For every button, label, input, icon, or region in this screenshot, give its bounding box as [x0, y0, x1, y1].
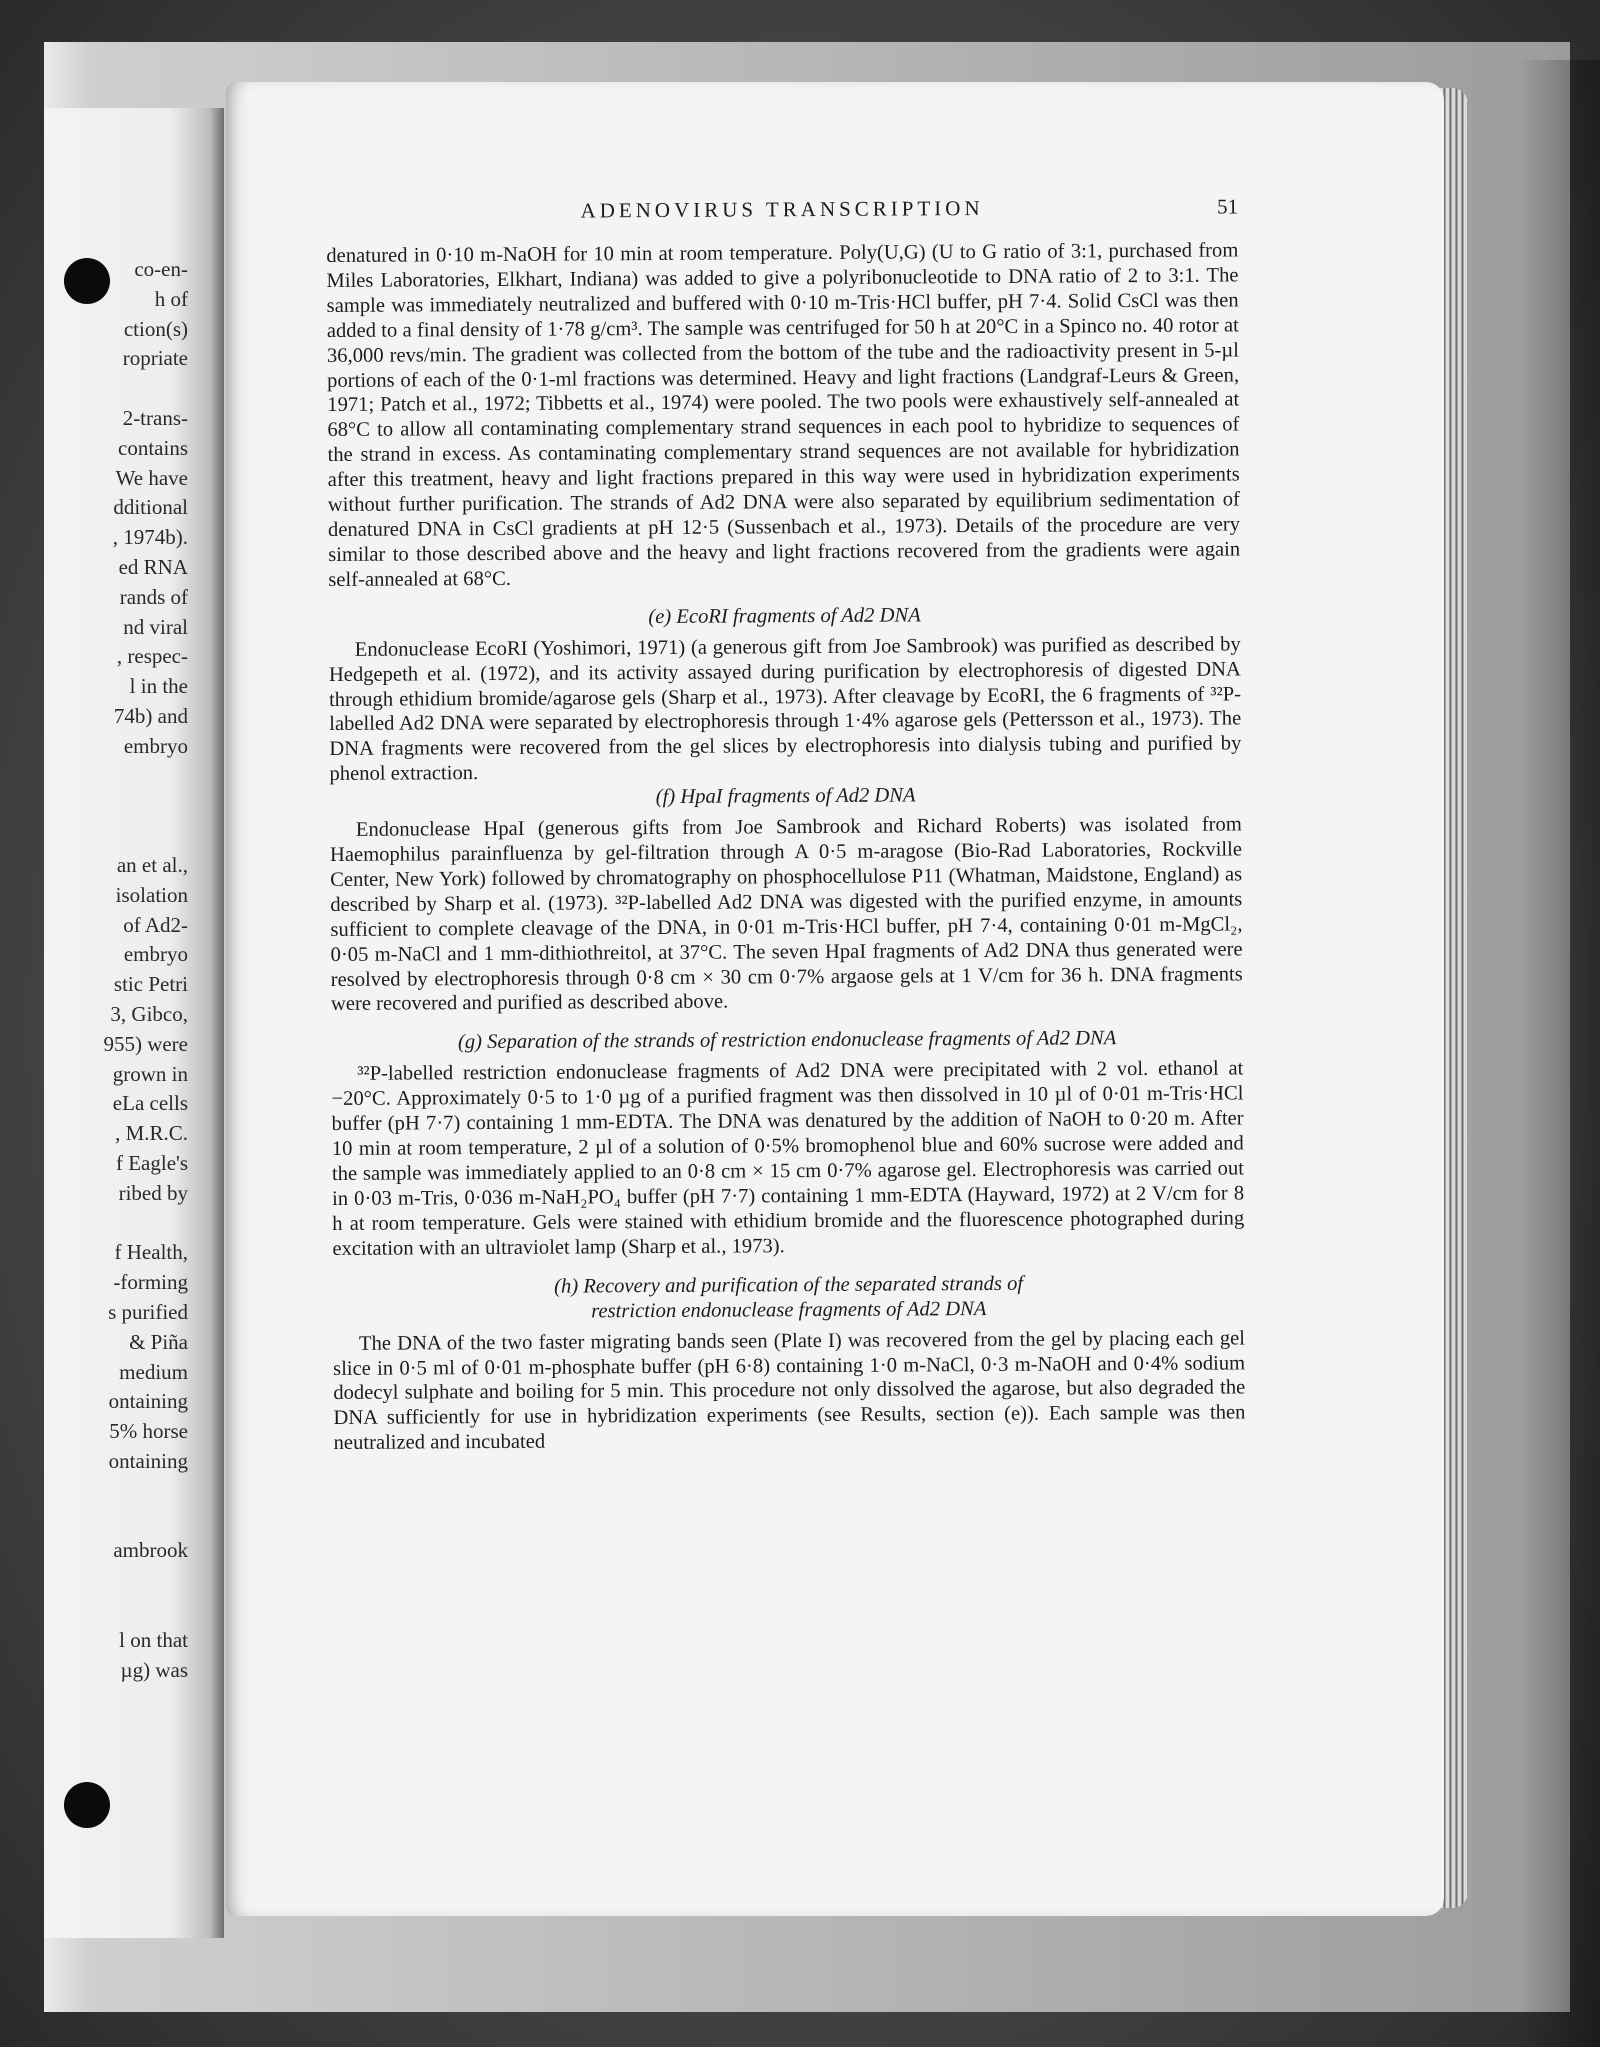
left-page-line: 3, Gibco, [110, 1002, 188, 1026]
page-number: 51 [1216, 194, 1239, 219]
section-body-g: ³²P-labelled restriction endonuclease fragments of Ad2 DNA were precipitated with 2 vol. ethanol at −20°C. Approximately 0·5 to 1·0 µg of a purified fragment was then dissolved in 10 µl of 0·01 m-Tris·HCl buffer (pH 7·7) containing 1 mm-EDTA. The DNA was denatured by the addition of NaOH to 0·20 m. After 10 min at room temperature, 2 µl of a solution of 0·5% bromophenol blue and 60% sucrose were added and the sample was immediately applied to an 0·8 cm × 15 cm 0·7% agarose gel. Electrophoresis was carried out in 0·03 m-Tris, 0·036 m-NaH₂PO₄ buffer (pH 7·7) containing 1 mm-EDTA (Hayward, 1972) at 2 V/cm for 8 h at room temperature. Gels were stained with ethidium bromide and the fluorescence photographed during excitation with an ultraviolet lamp (Sharp et al., 1973). [331, 1057, 1245, 1260]
running-head [326, 194, 1238, 240]
left-page-line: & Piña [129, 1329, 188, 1354]
section-heading-f: (f) HpaI fragments of Ad2 DNA [655, 784, 916, 809]
section-heading-h-line2: restriction endonuclease fragments of Ad2 DNA [591, 1297, 987, 1323]
left-page-line: µg) was [120, 1657, 188, 1682]
left-page-line: dditional [113, 495, 188, 520]
left-page-line: ropriate [122, 346, 188, 371]
text-column [326, 194, 1246, 1456]
section-body-f: Endonuclease HpaI (generous gifts from Joe Sambrook and Richard Roberts) was isolated from Haemophilus parainfluenza by gel-filtration through A 0·5 m-aragose (Bio-Rad Laboratories, Rockville Center, New York) followed by chromatography on phosphocellulose P11 (Whatman, Maidstone, England) as described by Sharp et al. (1973). ³²P-labelled Ad2 DNA was digested with the purified enzyme, in amounts sufficient to complete cleavage of the DNA, in 0·01 m-Tris·HCl buffer, pH 7·4, containing 0·01 m-MgCl₂, 0·05 m-NaCl and 1 mm-dithiothreitol, at 37°C. The seven HpaI fragments of Ad2 DNA thus generated were resolved by electrophoresis through 0·8 cm × 30 cm 0·7% argaose gels at 1 V/cm for 36 h. DNA fragments were recovered and purified as described above. [329, 813, 1243, 1016]
left-page-line: l in the [129, 674, 188, 699]
left-page-line: ction(s) [123, 316, 188, 341]
left-page-line: , 1974b). [112, 525, 188, 550]
left-page-line: isolation [115, 882, 188, 907]
left-page-line: We have [115, 465, 188, 490]
left-page-line: ribed by [118, 1180, 188, 1205]
running-head-title: ADENOVIRUS TRANSCRIPTION [580, 195, 984, 223]
left-page-line: ontaining [108, 1389, 188, 1414]
left-page-line: embryo [123, 733, 188, 758]
left-page-line: ontaining [108, 1449, 188, 1473]
section-heading-e: (e) EcoRI fragments of Ad2 DNA [648, 604, 921, 628]
paragraph-intro: denatured in 0·10 m-NaOH for 10 min at room temperature. Poly(U,G) (U to G ratio of 3:1, purchased from Miles Laboratories, Elkhart, Indiana) was added to give a polyribonucleotide to DNA ratio of 2 to 3:1. The sample was immediately neutralized and buffered with 0·10 m-Tris·HCl buffer, pH 7·4. Solid CsCl was then added to a final density of 1·78 g/cm³. The sample was centrifuged for 50 h at 20°C in a Spinco no. 40 rotor at 36,000 revs/min. The gradient was collected from the bottom of the tube and the radioactivity present in 5-µl portions of each of the 0·1-ml fractions was determined. Heavy and light fractions (Landgraf-Leurs & Green, 1971; Patch et al., 1972; Tibbetts et al., 1974) were pooled. The two pools were exhaustively self-annealed at 68°C to allow all contaminating complementary strand sequences in each pool to hybridize to sequences of the strand in excess. As contaminating complementary strand sequences are not available for hybridization after this treatment, heavy and light fractions prepared in this way were used in hybridization experiments without further purification. The strands of Ad2 DNA were also separated by equilibrium sedimentation of denatured DNA in CsCl gradients at pH 12·5 (Sussenbach et al., 1973). Details of the procedure are very similar to those described above and the heavy and light fractions recovered from the gradients were again self-annealed at 68°C. [326, 239, 1241, 591]
left-page-line: contains [118, 435, 188, 460]
left-page-line: f Eagle's [115, 1151, 188, 1175]
left-page-line: 955) were [103, 1031, 188, 1056]
left-page-line: f Health, [114, 1240, 188, 1265]
left-page-line: of Ad2- [123, 912, 188, 937]
section-heading-g: (g) Separation of the strands of restriction endonuclease fragments of Ad2 DNA [457, 1027, 1117, 1054]
left-page-line: co-en- [134, 257, 188, 281]
edge-shadow [1520, 60, 1600, 2047]
left-page-line: embryo [123, 942, 188, 967]
left-page-line: h of [154, 286, 188, 311]
left-page-line: eLa cells [112, 1091, 188, 1116]
left-facing-page [44, 108, 224, 1938]
left-page-line: , respec- [116, 644, 188, 669]
left-page-line: 74b) and [113, 704, 188, 728]
section-body-e: Endonuclease EcoRI (Yoshimori, 1971) (a generous gift from Joe Sambrook) was purified as described by Hedgepeth et al. (1972), and its activity assayed during purification by electrophoresis of digested DNA through ethidium bromide/agarose gels (Sharp et al., 1973). After cleavage by EcoRI, the 6 fragments of ³²P-labelled Ad2 DNA were separated by electrophoresis through 1·4% agarose gels (Pettersson et al., 1973). The DNA fragments were recovered from the gel slices by electrophoresis into dialysis tubing and purified by phenol extraction. [328, 633, 1242, 786]
left-page-line: , M.R.C. [115, 1121, 188, 1146]
left-page-line: an et al., [116, 853, 188, 877]
left-page-line: l on that [119, 1627, 188, 1652]
left-page-line: rands of [119, 584, 188, 609]
left-page-line: 5% horse [109, 1419, 188, 1444]
left-page-line: -forming [113, 1270, 188, 1295]
left-page-line: ambrook [113, 1538, 188, 1563]
main-page [226, 82, 1444, 1916]
section-body-h: The DNA of the two faster migrating bands seen (Plate I) was recovered from the gel by placing each gel slice in 0·5 ml of 0·01 m-phosphate buffer (pH 6·8) containing 1·0 m-NaCl, 0·3 m-NaOH and 0·4% sodium dodecyl sulphate and boiling for 5 min. This procedure not only dissolved the agarose, but also degraded the DNA sufficiently for use in hybridization experiments (see Results, section (e)). Each sample was then neutralized and incubated [333, 1327, 1246, 1455]
section-heading-h-line1: (h) Recovery and purification of the separated strands of [554, 1272, 1024, 1298]
left-page-line: grown in [112, 1061, 188, 1086]
left-page-line: ed RNA [118, 555, 188, 579]
punch-hole-bottom [64, 1782, 110, 1828]
left-page-line: s purified [108, 1300, 188, 1324]
punch-hole-top [64, 258, 110, 304]
left-page-line: stic Petri [113, 972, 188, 997]
left-page-line: 2-trans- [122, 406, 188, 430]
left-page-line: nd viral [123, 614, 188, 639]
left-page-line: medium [119, 1359, 188, 1384]
